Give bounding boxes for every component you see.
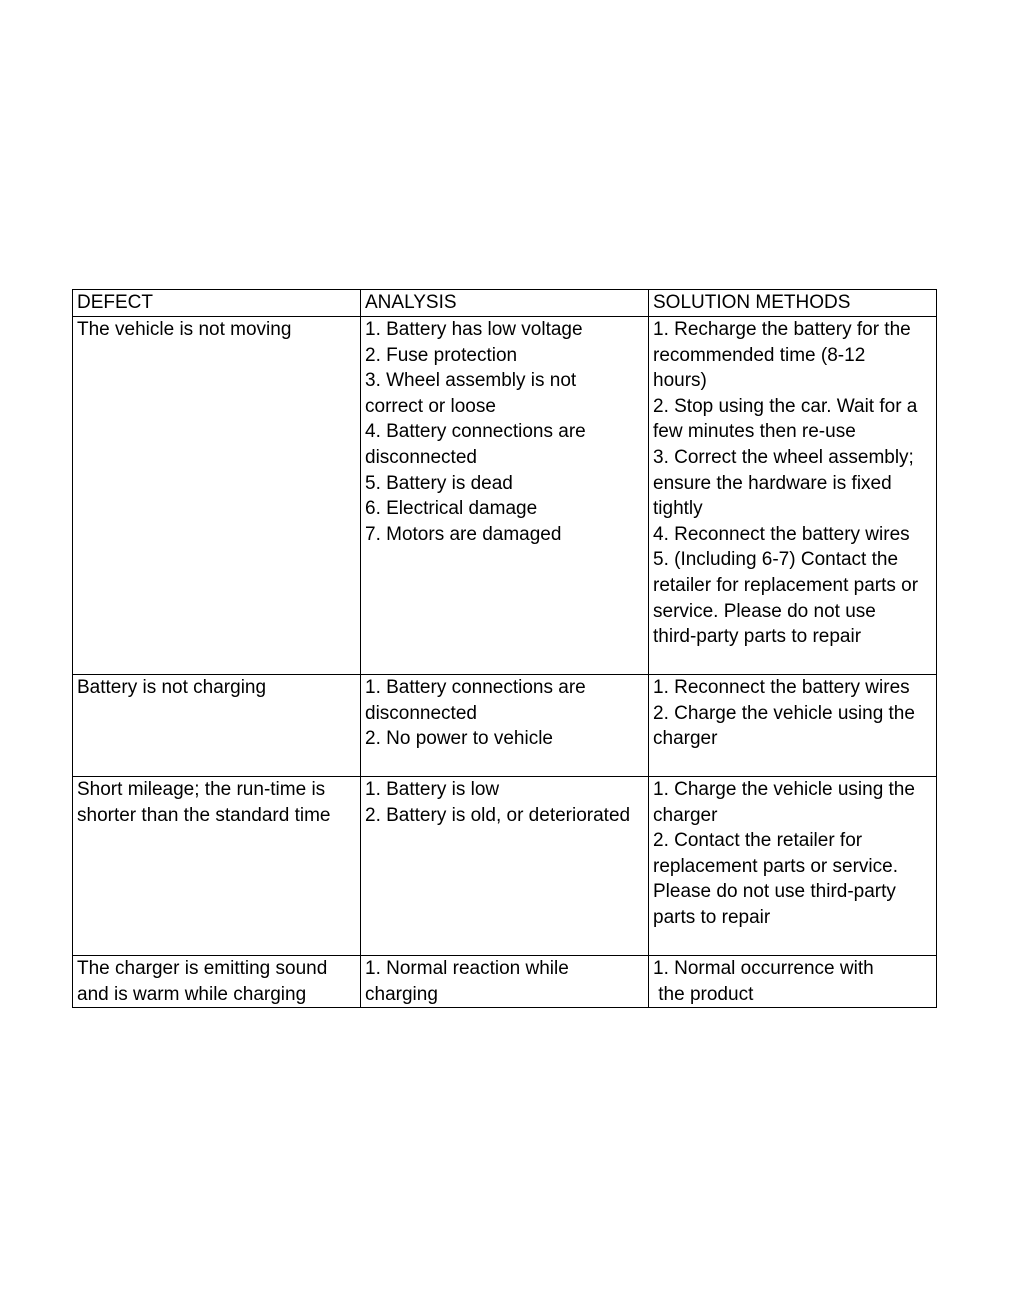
analysis-line: 6. Electrical damage <box>365 498 538 520</box>
defect-cell <box>73 956 361 1008</box>
analysis-line: 4. Battery connections are <box>365 421 586 443</box>
solution-line: 1. Normal occurrence with <box>653 958 874 979</box>
solution-line: charger <box>653 804 718 826</box>
solution-line: retailer for replacement parts or <box>653 574 919 596</box>
solution-line: hours) <box>653 370 707 392</box>
defect-line: The charger is emitting sound <box>77 958 328 979</box>
solution-line: charger <box>653 728 718 750</box>
table-row <box>73 675 937 777</box>
header-analysis: ANALYSIS <box>361 290 649 317</box>
solution-line: the product <box>653 983 754 1005</box>
solution-line: Please do not use third-party <box>653 881 896 903</box>
analysis-line: 2. No power to vehicle <box>365 728 553 750</box>
analysis-line: disconnected <box>365 446 477 468</box>
defect-line: Battery is not charging <box>77 677 267 698</box>
solution-line: ensure the hardware is fixed <box>653 472 892 494</box>
defect-line: Short mileage; the run-time is <box>77 779 326 800</box>
solution-cell <box>649 777 937 956</box>
solution-line: replacement parts or service. <box>653 855 898 877</box>
defect-cell <box>73 675 361 777</box>
solution-cell <box>649 956 937 1008</box>
solution-cell <box>649 675 937 777</box>
analysis-line: 2. Battery is old, or deteriorated <box>365 804 631 826</box>
solution-line: 2. Stop using the car. Wait for a <box>653 395 918 417</box>
header-row <box>73 290 937 317</box>
solution-line: 2. Contact the retailer for <box>653 830 863 852</box>
header-defect: DEFECT <box>73 290 361 317</box>
solution-line: 4. Reconnect the battery wires <box>653 523 910 545</box>
solution-line: parts to repair <box>653 906 771 928</box>
table-row <box>73 956 937 1008</box>
analysis-line: disconnected <box>365 702 477 724</box>
solution-line: third-party parts to repair <box>653 626 862 648</box>
analysis-cell <box>361 317 649 675</box>
analysis-line: correct or loose <box>365 395 496 417</box>
solution-line: 5. (Including 6-7) Contact the <box>653 549 899 571</box>
analysis-line: 7. Motors are damaged <box>365 523 562 545</box>
solution-line: few minutes then re-use <box>653 421 856 443</box>
header-solution-methods: SOLUTION METHODS <box>649 290 937 317</box>
solution-line: 1. Reconnect the battery wires <box>653 677 910 698</box>
solution-line: 3. Correct the wheel assembly; <box>653 446 914 468</box>
analysis-line: 3. Wheel assembly is not <box>365 370 577 392</box>
analysis-line: 1. Normal reaction while <box>365 958 569 979</box>
table-row <box>73 317 937 675</box>
analysis-line: 1. Battery has low voltage <box>365 319 583 340</box>
defect-cell <box>73 317 361 675</box>
solution-cell <box>649 317 937 675</box>
solution-line: recommended time (8-12 <box>653 344 866 366</box>
solution-line: 1. Recharge the battery for the <box>653 319 911 340</box>
analysis-line: charging <box>365 983 438 1005</box>
analysis-line: 5. Battery is dead <box>365 472 513 494</box>
defect-line: The vehicle is not moving <box>77 319 292 340</box>
solution-line: service. Please do not use <box>653 600 876 622</box>
defect-line: and is warm while charging <box>77 983 307 1005</box>
analysis-line: 1. Battery connections are <box>365 677 586 698</box>
analysis-cell <box>361 777 649 956</box>
analysis-line: 2. Fuse protection <box>365 344 518 366</box>
solution-line: tightly <box>653 498 703 520</box>
analysis-line: 1. Battery is low <box>365 779 500 800</box>
solution-line: 2. Charge the vehicle using the <box>653 702 915 724</box>
analysis-cell <box>361 675 649 777</box>
defect-cell <box>73 777 361 956</box>
solution-line: 1. Charge the vehicle using the <box>653 779 915 800</box>
table-row <box>73 777 937 956</box>
analysis-cell <box>361 956 649 1008</box>
defect-line: shorter than the standard time <box>77 804 331 826</box>
troubleshooting-table <box>72 289 937 1008</box>
